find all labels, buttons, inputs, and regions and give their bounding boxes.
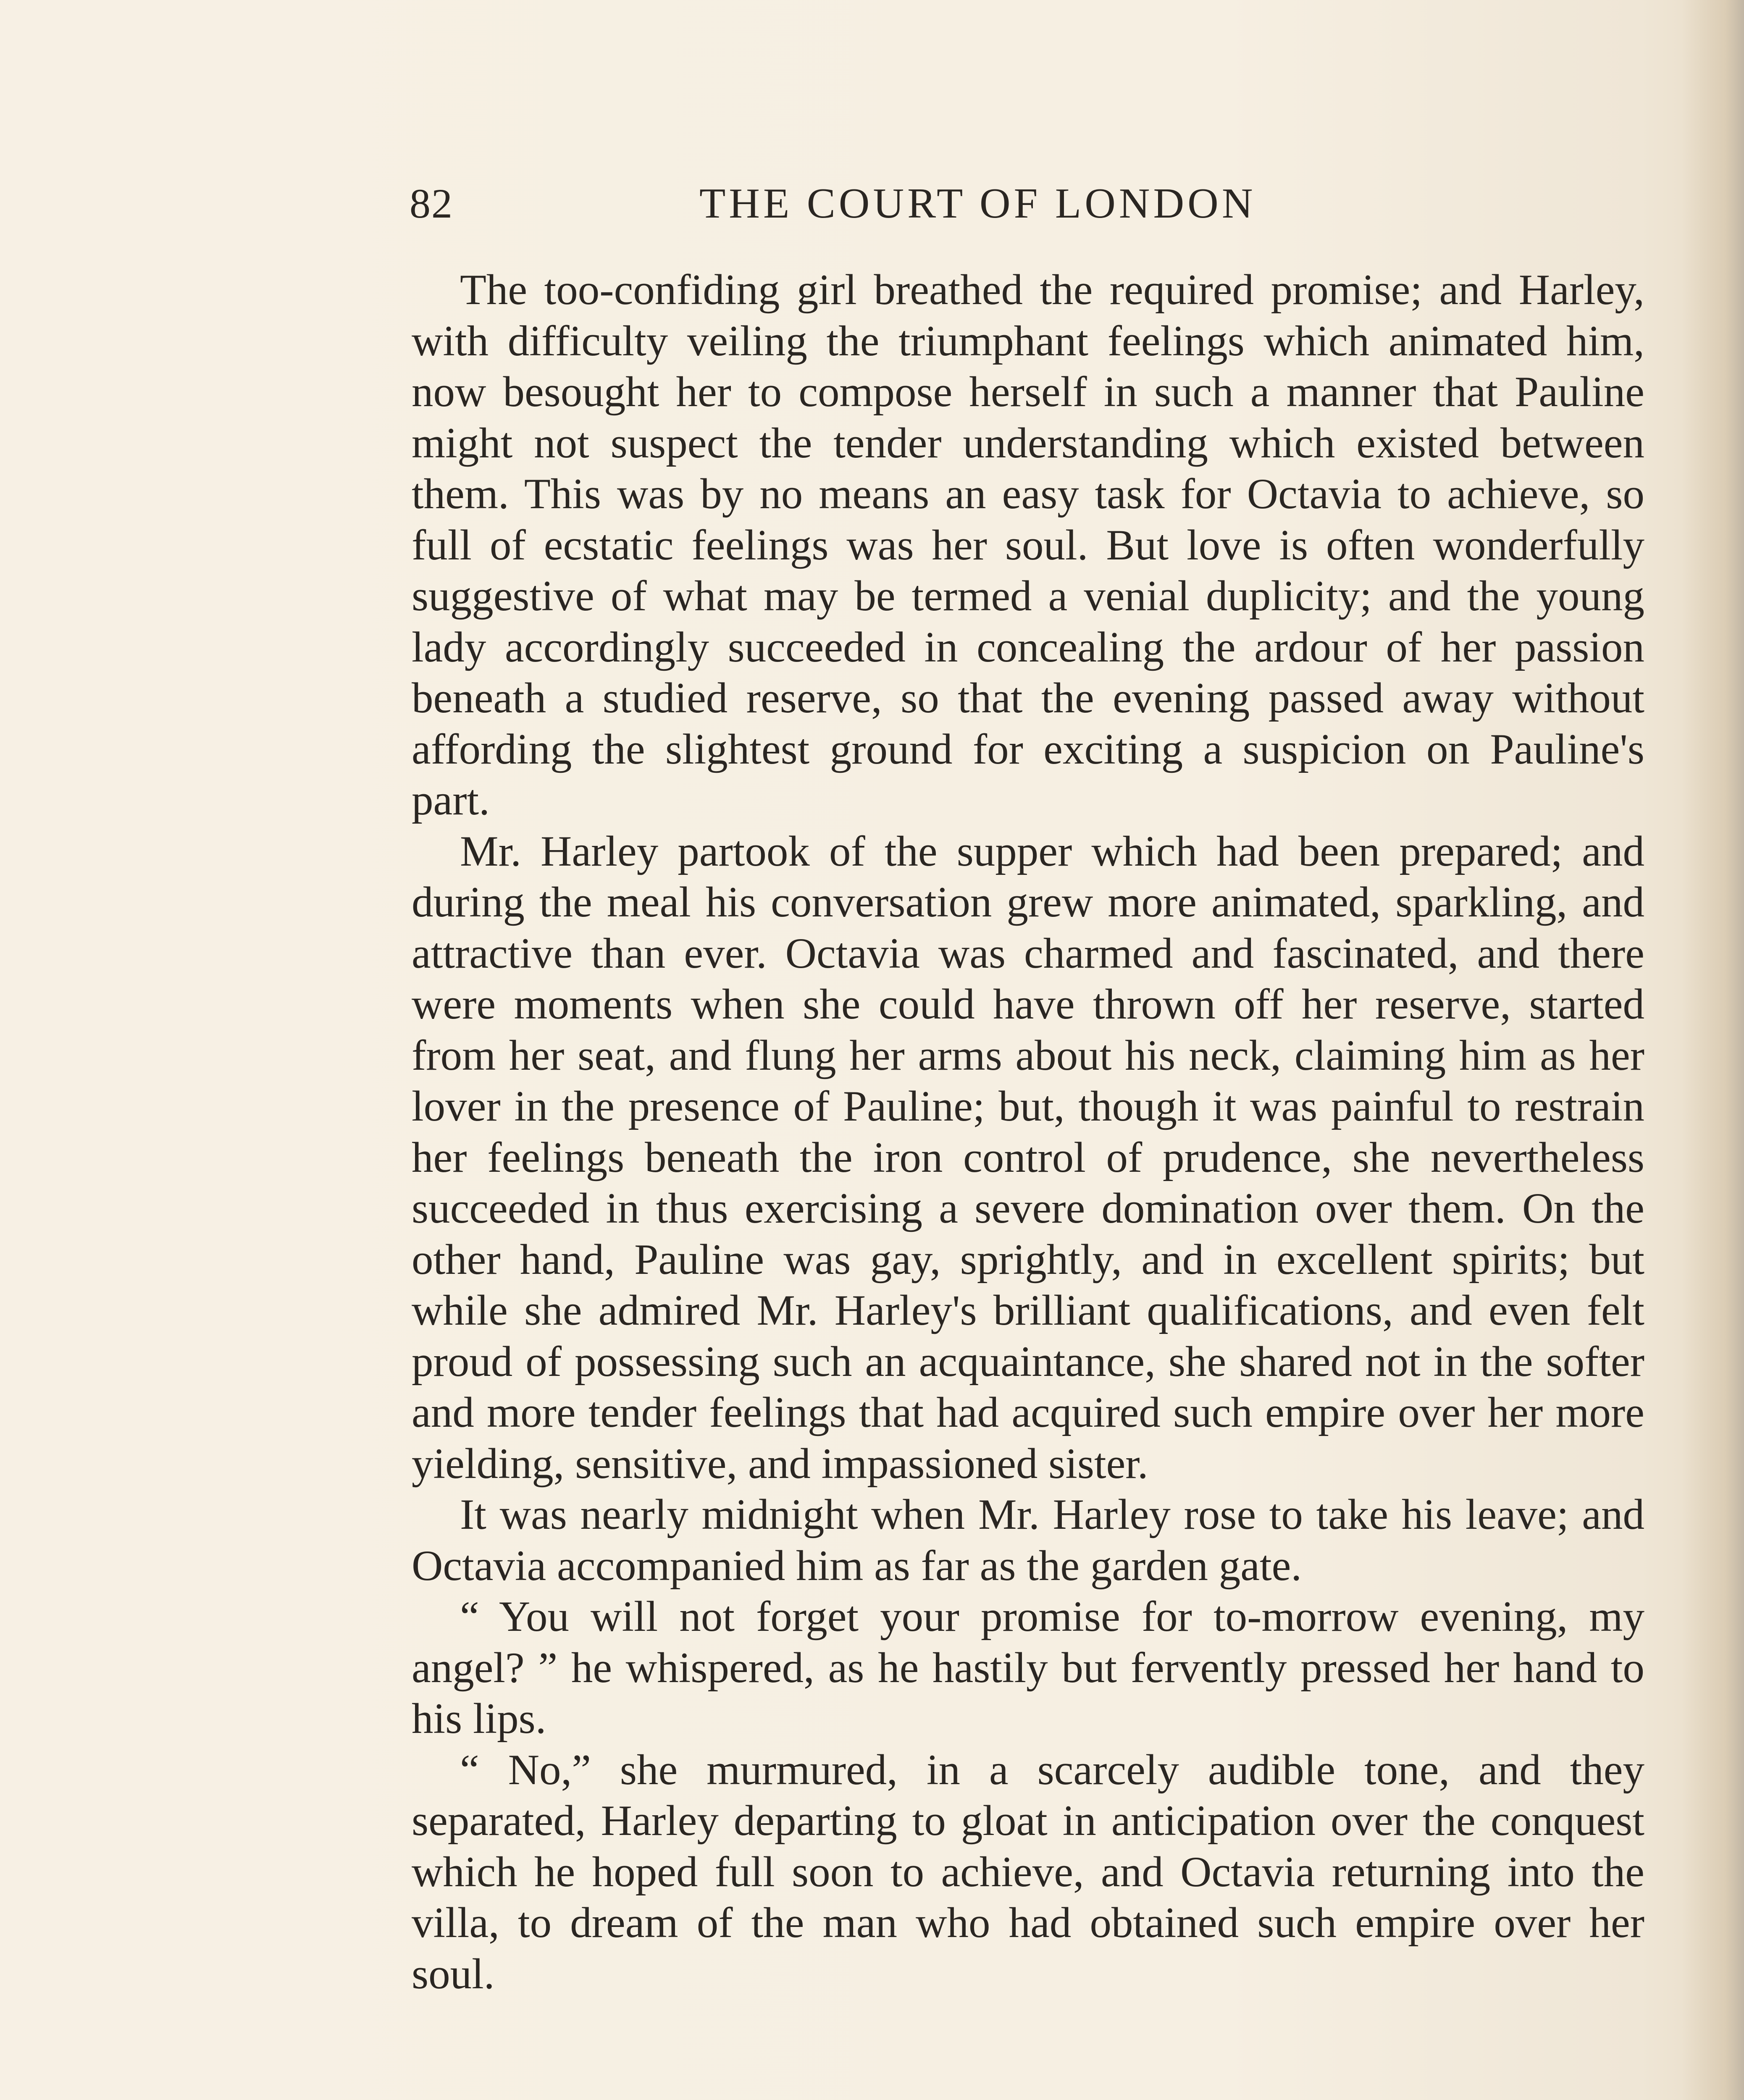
paragraph: “ No,” she murmured, in a scarcely audible tone, and they separated, Harley departing to gloat in anticipation over the conquest which he hoped full soon to achieve, and Octavia returning into the villa, to dream of the man who had obtained such empire over her soul. bbox=[412, 1746, 1644, 1998]
body-text bbox=[412, 265, 1644, 2000]
paragraph: Mr. Harley partook of the supper which had been prepared; and during the meal his conversation grew more animated, sparkling, and attractive than ever. Octavia was charmed and fascinated, and there were moments when she could have thrown off her reserve, started from her seat, and flung her arms about his neck, claiming him as her lover in the presence of Pauline; but, though it was painful to restrain her feelings beneath the iron control of prudence, she nevertheless succeeded in thus exercising a severe domination over them. On the other hand, Pauline was gay, sprightly, and in excellent spirits; but while she admired Mr. Harley's brilliant qualifications, and even felt proud of possessing such an acquaintance, she shared not in the softer and more tender feelings that had acquired such empire over her more yielding, sensitive, and impassioned sister. bbox=[412, 827, 1644, 1488]
paragraph: It was nearly midnight when Mr. Harley rose to take his leave; and Octavia accompanied him as far as the garden gate. bbox=[412, 1491, 1644, 1590]
running-head bbox=[410, 172, 1350, 235]
paragraph: The too-confiding girl breathed the required promise; and Harley, with difficulty veiling the triumphant feelings which animated him, now besought her to compose herself in such a manner that Pauline might not suspect the tender understanding which existed between them. This was by no means an easy task for Octavia to achieve, so full of ecstatic feelings was her soul. But love is often wonderfully suggestive of what may be termed a venial duplicity; and the young lady accordingly succeeded in concealing the ardour of her passion beneath a studied reserve, so that the evening passed away without affording the slightest ground for exciting a suspicion on Pauline's part. bbox=[412, 266, 1644, 824]
page-number: 82 bbox=[410, 180, 453, 227]
paragraph: “ You will not forget your promise for to-morrow evening, my angel? ” he whispered, as he hastily but fervently pressed her hand to his lips. bbox=[412, 1593, 1644, 1743]
page-edge-shadow bbox=[1681, 0, 1744, 2100]
running-title: THE COURT OF LONDON bbox=[699, 180, 1256, 227]
